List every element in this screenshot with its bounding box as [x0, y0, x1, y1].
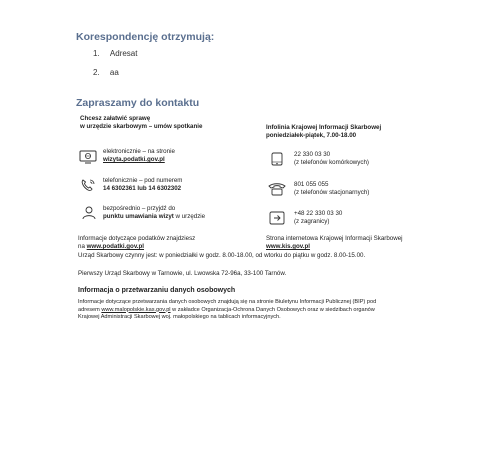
- left-title-line2: w urzędzie skarbowym – umów spotkanie: [80, 123, 203, 130]
- list-item-text: Adresat: [109, 49, 138, 58]
- abroad-contact: [294, 210, 342, 226]
- right-title: [266, 124, 381, 140]
- list-item: [93, 68, 119, 77]
- electronic-label: elektronicznie – na stronie: [103, 148, 175, 155]
- podatki-link[interactable]: www.podatki.gov.pl: [86, 243, 145, 250]
- direct-line2: [103, 213, 205, 221]
- list-item-number: 1.: [93, 49, 100, 58]
- privacy-heading: Informacja o przetwarzaniu danych osobowych: [78, 287, 236, 294]
- phone-contact: [103, 177, 182, 193]
- phone-label: telefonicznie – pod numerem: [103, 177, 183, 184]
- correspondence-heading: Korespondencję otrzymują:: [76, 31, 215, 43]
- international-phone-icon: [268, 211, 286, 225]
- direct-point: punktu umawiania wizyt: [103, 213, 174, 220]
- tax-info-label: Informacje dotyczące podatków znajdziesz: [78, 235, 196, 242]
- office-address: Pierwszy Urząd Skarbowy w Tarnowie, ul. Lwowska 72-96a, 33-100 Tarnów.: [78, 270, 287, 277]
- wizyta-link[interactable]: wizyta.podatki.gov.pl: [103, 156, 165, 163]
- electronic-contact: [103, 148, 175, 164]
- right-title-line1: Infolinia Krajowej Informacji Skarbowej: [266, 124, 382, 131]
- mobile-phone-icon: [268, 152, 286, 166]
- office-hours: Urząd Skarbowy czynny jest: w poniedziałki w godz. 8.00-18.00, od wtorku do piątku w godz. 8.00-15.00.: [78, 252, 366, 259]
- computer-icon: [79, 150, 97, 164]
- person-icon: [80, 206, 98, 220]
- privacy-line2-suffix: w zakładce Organizacja-Ochrona Danych Osobowych oraz w siedzibach organów: [170, 306, 375, 313]
- privacy-line1: Informacje dotyczące przetwarzania danych osobowych znajdują się na stronie Biuletynu Informacji Publicznej (BIP) pod: [78, 299, 377, 305]
- mobile-number: 22 330 03 30: [294, 151, 331, 158]
- kis-info: [266, 235, 403, 251]
- privacy-text: [78, 299, 376, 322]
- abroad-note: (z zagranicy): [294, 218, 330, 225]
- left-title: [80, 115, 202, 131]
- direct-label: bezpośrednio – przyjdź do: [103, 205, 176, 212]
- contact-heading: Zapraszamy do kontaktu: [76, 97, 200, 109]
- privacy-line3: Krajowej Administracji Skarbowej woj. małopolskiego na tablicach informacyjnych.: [78, 314, 281, 321]
- mobile-note: (z telefonów komórkowych): [294, 159, 369, 166]
- landline-number: 801 055 055: [294, 181, 329, 188]
- tax-info-prefix: na: [78, 243, 87, 250]
- list-item-text: aa: [109, 68, 119, 77]
- direct-suffix: w urzędzie: [173, 213, 206, 220]
- phone-numbers: 14 6302361 lub 14 6302302: [103, 185, 182, 192]
- landline-note: (z telefonów stacjonarnych): [294, 189, 370, 196]
- privacy-line2-prefix: adresem: [78, 306, 102, 313]
- landline-contact: [294, 181, 369, 197]
- tax-info: [78, 235, 195, 251]
- list-item: [93, 49, 137, 58]
- list-item-number: 2.: [93, 68, 100, 77]
- mobile-contact: [294, 151, 369, 167]
- kis-link[interactable]: www.kis.gov.pl: [266, 243, 311, 250]
- abroad-number: +48 22 330 03 30: [294, 210, 343, 217]
- bip-link[interactable]: www.malopolskie.kas.gov.pl: [101, 306, 171, 313]
- left-title-line1: Chcesz załatwić sprawę: [80, 115, 151, 122]
- privacy-line2: [78, 307, 376, 315]
- kis-info-label: Strona internetowa Krajowej Informacji Skarbowej: [266, 235, 403, 242]
- right-title-line2: poniedziałek-piątek, 7.00-18.00: [266, 132, 357, 139]
- landline-phone-icon: [268, 182, 286, 196]
- direct-contact: [103, 205, 205, 221]
- phone-icon: [79, 178, 97, 192]
- tax-info-link-line: [78, 243, 195, 251]
